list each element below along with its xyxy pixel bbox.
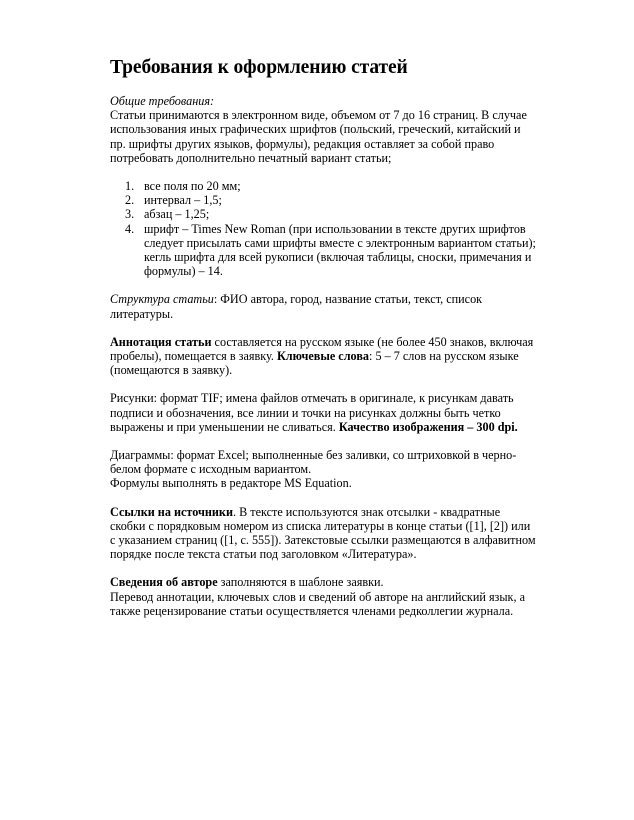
keywords-text: : 5 – 7 слов на русском языке (помещаются в заявку). (110, 349, 519, 378)
general-requirements-text: Статьи принимаются в электронном виде, объемом от 7 до 16 страниц. В случае использования иных графических шрифтов (польский, греческий, китайский и пр. шрифты других языков, формулы), редакция оставляет за собой право потребовать дополнительно печатный вариант статьи; (110, 108, 527, 165)
structure-paragraph (110, 292, 538, 320)
structure-text: : ФИО автора, город, название статьи, текст, список литературы. (110, 292, 483, 321)
figures-quality: Качество изображения – 300 dpi. (338, 419, 518, 434)
references-text: . В тексте используются знак отсылки - квадратные скобки с порядковым номером из списка литературы в конце статьи ([1], [2]) или с указанием страниц ([1, с. 555]). Затекстовые ссылки размещаются в алфавитном порядке после текста статьи под заголовком «Литература». (110, 504, 536, 562)
diagrams-paragraph: Диаграммы: формат Excel; выполненные без заливки, со штриховкой в черно-белом формате с исходным вариантом. (110, 448, 517, 477)
list-item-number: 3. (125, 207, 135, 222)
annotation-label: Аннотация статьи (110, 334, 212, 349)
figures-text: Рисунки: формат TIF; имена файлов отмечать в оригинале, к рисункам давать подписи и обозначения, все линии и точки на рисунках должны быть четко выражены и при уменьшении не сливаться. (110, 391, 514, 434)
keywords-label: Ключевые слова (276, 349, 370, 364)
list-item-text: шрифт – Times New Roman (при использовании в тексте других шрифтов следует присылать сами шрифты вместе с электронным вариантом статьи); кегль шрифта для всей рукописи (включая таблицы, сноски, примечания и формулы) – 14. (144, 221, 536, 279)
translation-paragraph: Перевод аннотации, ключевых слов и сведений об авторе на английский язык, а также рецензирование статьи осуществляется членами редколлегии журнала. (110, 589, 525, 618)
list-item-text: абзац – 1,25; (144, 207, 210, 222)
formatting-list (110, 179, 538, 278)
page-title: Требования к оформлению статей (110, 57, 408, 78)
list-item (125, 221, 538, 279)
figures-paragraph (110, 391, 538, 434)
structure-label: Структура статьи (110, 292, 214, 307)
formulas-paragraph: Формулы выполнять в редакторе MS Equation. (110, 476, 352, 491)
list-item-text: интервал – 1,5; (144, 193, 222, 208)
annotation-text: составляется на русском языке (не более 450 знаков, включая пробелы), помещается в заявку. (110, 334, 534, 364)
annotation-paragraph (110, 335, 538, 378)
author-text: заполняются в шаблоне заявки. (217, 575, 384, 590)
list-item-number: 1. (125, 179, 135, 194)
list-item (125, 179, 538, 194)
list-item (125, 193, 538, 208)
references-paragraph (110, 505, 538, 562)
list-item-text: все поля по 20 мм; (144, 179, 241, 194)
author-label: Сведения об авторе (110, 575, 218, 590)
general-requirements-heading: Общие требования: (110, 94, 215, 108)
list-item-number: 4. (125, 221, 135, 236)
author-paragraph (110, 575, 538, 589)
list-item (125, 207, 538, 222)
list-item-number: 2. (125, 193, 135, 208)
references-label: Ссылки на источники (110, 504, 233, 519)
